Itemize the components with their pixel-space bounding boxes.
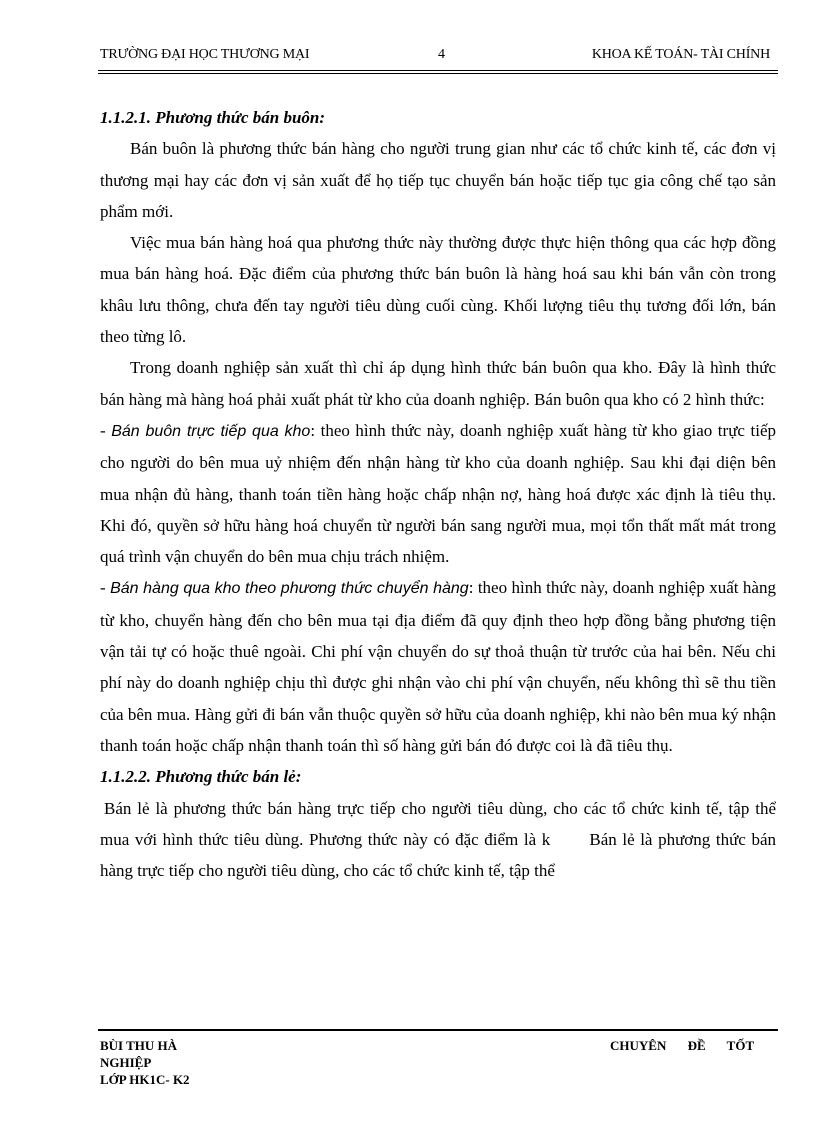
footer-thesis-label: CHUYÊN ĐỀ TỐT: [610, 1038, 755, 1053]
footer-author-block: [100, 1037, 300, 1088]
paragraph-retail-definition: Bán lẻ là phương thức bán hàng trực tiếp cho người tiêu dùng, cho các tổ chức kinh tế, tập thể mua với hình thức tiêu dùng. Phương thức này có đặc điểm là k Bán lẻ là phương thức bán hàng trực tiếp cho người tiêu dùng, cho các tổ chức kinh tế, tập thể: [100, 798, 776, 881]
list-dash: -: [100, 578, 111, 598]
paragraph-wholesale-definition: Bán buôn là phương thức bán hàng cho người trung gian như các tổ chức kinh tế, các đơn vị thương mại hay các đơn vị sản xuất để họ tiếp tục chuyển bán hoặc tiếp tục gia công chế tạo sản phẩm mới.: [100, 139, 776, 221]
term-direct-wholesale: Bán buôn trực tiếp qua kho: [111, 422, 311, 440]
term-shipping-wholesale: Bán hàng qua kho theo phương thức chuyển hàng: [110, 580, 469, 598]
paragraph-wholesale-warehouse: Trong doanh nghiệp sản xuất thì chỉ áp dụng hình thức bán buôn qua kho. Đây là hình thức bán hàng mà hàng hoá phải xuất phát từ kho của doanh nghiệp. Bán buôn qua kho có 2 hình thức:: [100, 358, 776, 409]
footer-wrapped-text: NGHIỆP: [100, 1055, 152, 1070]
list-item-shipping-wholesale: [100, 572, 776, 761]
footer-author-name: BÙI THU HÀ: [100, 1038, 178, 1053]
footer-class: LỚP HK1C- K2: [100, 1072, 190, 1087]
text-direct-wholesale: : theo hình thức này, doanh nghiệp xuất hàng từ kho giao trực tiếp cho người do bên mua uỷ nhiệm đến nhận hàng từ kho của doanh nghiệp. Sau khi đại diện bên mua nhận đủ hàng, thanh toán tiền hàng hoặc chấp nhận nợ, hàng hoá được xác định là tiêu thụ. Khi đó, quyền sở hữu hàng hoá chuyển từ người bán sang người mua, mọi tổn thất mất mát trong quá trình vận chuyển do bên mua chịu trách nhiệm.: [100, 420, 777, 567]
section-heading-retail: 1.1.2.2. Phương thức bán lẻ:: [100, 767, 302, 787]
text-shipping-wholesale: : theo hình thức này, doanh nghiệp xuất hàng từ kho, chuyển hàng đến cho bên mua tại địa điểm đã quy định theo hợp đồng bằng phương tiện vận tải tự có hoặc thuê ngoài. Chi phí vận chuyển do sự thoả thuận từ trước của hai bên. Nếu chi phí này do doanh nghiệp chịu thì được ghi nhận vào chi phí vận chuyển, nếu không thì sẽ thu tiền của bên mua. Hàng gửi đi bán vẫn thuộc quyền sở hữu của doanh nghiệp, khi nào bên mua ký nhận thanh toán hoặc chấp nhận thanh toán thì số hàng gửi bán đó được coi là đã tiêu thụ.: [100, 578, 776, 755]
header-divider-double: [98, 73, 778, 74]
document-body: [100, 102, 776, 886]
footer-divider: [98, 1029, 778, 1031]
list-dash: -: [100, 420, 112, 440]
header-school-name: TRƯỜNG ĐẠI HỌC THƯƠNG MẠI: [100, 47, 310, 62]
header-divider: [98, 70, 778, 71]
header-faculty-name: KHOA KẾ TOÁN- TÀI CHÍNH: [591, 47, 770, 62]
section-heading-wholesale: 1.1.2.1. Phương thức bán buôn:: [100, 108, 326, 127]
header-page-number: 4: [438, 47, 445, 62]
paragraph-wholesale-characteristics: Việc mua bán hàng hoá qua phương thức này thường được thực hiện thông qua các hợp đồng mua bán hàng hoá. Đặc điểm của phương thức bán buôn là hàng hoá sau khi bán vẫn còn trong khâu lưu thông, chưa đến tay người tiêu dùng cuối cùng. Khối lượng tiêu thụ tương đối lớn, bán theo từng lô.: [100, 233, 776, 347]
list-item-direct-wholesale: [100, 415, 776, 572]
page-header: [100, 47, 778, 67]
